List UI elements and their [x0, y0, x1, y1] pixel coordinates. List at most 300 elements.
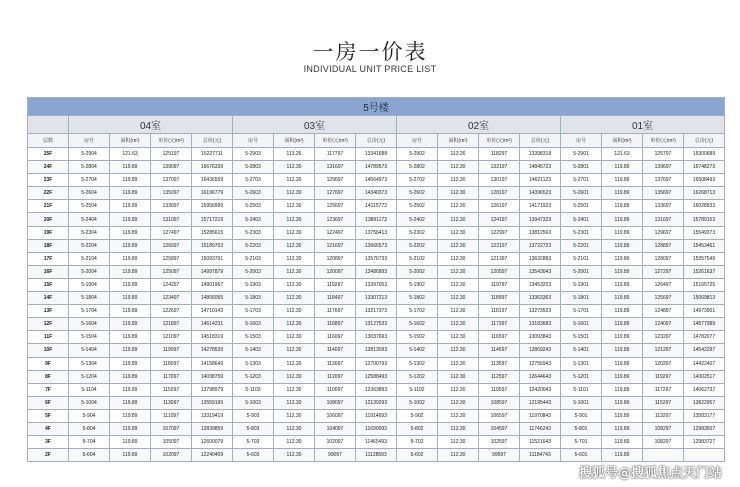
unit-number-cell: 5-2603 — [233, 187, 274, 200]
area-cell: 119.89 — [110, 265, 151, 278]
area-cell: 112.30 — [438, 174, 479, 187]
unit-number-cell: 5-1001 — [561, 396, 602, 409]
total-price-cell: 13453203 — [520, 278, 561, 291]
area-cell: 119.89 — [602, 265, 643, 278]
unit-number-cell: 5-2601 — [561, 187, 602, 200]
total-price-cell: 15717219 — [192, 213, 233, 226]
unit-number-cell: 5-904 — [69, 409, 110, 422]
unit-price-cell: 99097 — [315, 449, 356, 462]
total-price-cell: 14614231 — [192, 318, 233, 331]
unit-number-cell: 5-2702 — [397, 174, 438, 187]
unit-number-cell: 5-2303 — [233, 226, 274, 239]
area-cell: 112.30 — [438, 357, 479, 370]
unit-price-cell: 119297 — [315, 278, 356, 291]
unit-price-cell: 117697 — [315, 305, 356, 318]
unit-number-cell: 5-2602 — [397, 187, 438, 200]
unit-number-cell: 5-1102 — [397, 383, 438, 396]
floor-cell: 6F — [28, 396, 69, 409]
area-cell: 119.89 — [110, 292, 151, 305]
area-cell: 112.30 — [274, 449, 315, 462]
area-cell: 112.30 — [438, 161, 479, 174]
total-price-cell: 13822957 — [684, 396, 725, 409]
unit-number-cell: 5-1203 — [233, 370, 274, 383]
floor-cell: 16F — [28, 265, 69, 278]
unit-number-cell: 5-2004 — [69, 265, 110, 278]
table-row — [28, 148, 725, 161]
unit-price-cell: 120897 — [315, 252, 356, 265]
unit-number-cell: 5-1803 — [233, 292, 274, 305]
area-cell: 119.89 — [602, 213, 643, 226]
unit-price-cell: 118997 — [479, 292, 520, 305]
total-price-cell: 13798979 — [192, 383, 233, 396]
area-cell: 119.89 — [602, 200, 643, 213]
area-cell: 112.30 — [274, 174, 315, 187]
area-cell: 119.89 — [110, 161, 151, 174]
total-price-cell: 13363363 — [520, 292, 561, 305]
unit-number-cell: 5-1202 — [397, 370, 438, 383]
unit-number-cell: 5-1602 — [397, 318, 438, 331]
table-row — [28, 292, 725, 305]
floor-cell: 4F — [28, 422, 69, 435]
unit-number-cell: 5-1902 — [397, 278, 438, 291]
unit-number-cell: 5-1503 — [233, 331, 274, 344]
area-cell: 119.89 — [602, 252, 643, 265]
total-price-cell: 14901967 — [192, 278, 233, 291]
floor-column-header: 层数 — [28, 134, 69, 148]
total-price-cell: 14782077 — [684, 331, 725, 344]
unit-number-cell: 5-2402 — [397, 213, 438, 226]
total-price-cell: 13486893 — [356, 265, 397, 278]
column-header-row — [28, 134, 725, 148]
total-price-cell: 12240409 — [192, 449, 233, 462]
floor-cell: 17F — [28, 252, 69, 265]
col-header-unit: 房号 — [397, 134, 438, 148]
unit-price-cell: 108297 — [643, 422, 684, 435]
unit-price-cell: 122697 — [151, 305, 192, 318]
col-header-area: 面积(m²) — [110, 134, 151, 148]
table-row — [28, 213, 725, 226]
total-price-cell: 11184743 — [520, 449, 561, 462]
total-price-cell: 13891173 — [356, 213, 397, 226]
unit-price-cell: 121297 — [643, 344, 684, 357]
unit-number-cell: 5-2704 — [69, 174, 110, 187]
total-price-cell: 14302517 — [684, 370, 725, 383]
unit-price-cell: 119297 — [643, 370, 684, 383]
col-header-area: 面积(m²) — [438, 134, 479, 148]
total-price-cell — [684, 449, 725, 462]
area-cell: 112.30 — [438, 239, 479, 252]
total-price-cell: 15093791 — [192, 252, 233, 265]
unit-price-cell: 125897 — [151, 252, 192, 265]
total-price-cell: 14973901 — [684, 305, 725, 318]
unit-number-cell: 5-2404 — [69, 213, 110, 226]
unit-price-cell: 130197 — [479, 174, 520, 187]
total-price-cell: 14621123 — [520, 174, 561, 187]
floor-cell: 7F — [28, 383, 69, 396]
area-cell: 112.30 — [438, 396, 479, 409]
unit-price-cell: 124197 — [479, 213, 520, 226]
area-cell: 119.89 — [110, 318, 151, 331]
area-cell: 119.89 — [602, 344, 643, 357]
unit-number-cell: 5-2902 — [397, 148, 438, 161]
unit-price-cell: 112097 — [315, 370, 356, 383]
unit-price-cell: 123497 — [151, 292, 192, 305]
col-header-unit: 房号 — [233, 134, 274, 148]
unit-price-cell: 113297 — [643, 409, 684, 422]
total-price-cell: 15453461 — [684, 239, 725, 252]
total-price-cell: 15069813 — [684, 292, 725, 305]
area-cell: 112.30 — [438, 292, 479, 305]
unit-number-cell: 5-1401 — [561, 344, 602, 357]
total-price-cell: 13576733 — [356, 252, 397, 265]
unit-price-cell: 104597 — [479, 422, 520, 435]
unit-number-cell: 5-2302 — [397, 226, 438, 239]
unit-number-cell: 5-2103 — [233, 252, 274, 265]
total-price-cell: 13093843 — [520, 331, 561, 344]
unit-number-cell: 5-2104 — [69, 252, 110, 265]
unit-price-cell: 106097 — [315, 409, 356, 422]
area-cell: 119.89 — [110, 187, 151, 200]
unit-number-cell: 5-1101 — [561, 383, 602, 396]
floor-cell: 5F — [28, 409, 69, 422]
area-cell: 119.89 — [602, 305, 643, 318]
col-header-unit-price: 单价(元/m²) — [151, 134, 192, 148]
col-header-unit: 房号 — [561, 134, 602, 148]
total-price-cell: 13543043 — [520, 265, 561, 278]
unit-price-cell: 125197 — [151, 148, 192, 161]
unit-number-cell: 5-1903 — [233, 278, 274, 291]
unit-price-cell: 132197 — [479, 161, 520, 174]
total-price-cell: 12588493 — [356, 370, 397, 383]
unit-number-cell: 5-1402 — [397, 344, 438, 357]
unit-number-cell: 5-1303 — [233, 357, 274, 370]
total-price-cell: 12983727 — [684, 436, 725, 449]
total-price-cell: 12644643 — [520, 370, 561, 383]
total-price-cell: 13127533 — [356, 318, 397, 331]
unit-number-cell: 5-2701 — [561, 174, 602, 187]
unit-price-cell: 120297 — [643, 357, 684, 370]
area-cell: 119.89 — [602, 278, 643, 291]
unit-price-cell: 111097 — [151, 409, 192, 422]
floor-cell: 22F — [28, 187, 69, 200]
unit-price-cell: 122197 — [479, 239, 520, 252]
total-price-cell: 13307213 — [356, 292, 397, 305]
area-cell: 119.89 — [110, 370, 151, 383]
unit-price-cell: 124097 — [643, 318, 684, 331]
table-row — [28, 409, 725, 422]
unit-price-cell: 121697 — [315, 239, 356, 252]
unit-number-cell: 5-1904 — [69, 278, 110, 291]
unit-price-cell: 128197 — [479, 187, 520, 200]
floor-cell: 19F — [28, 226, 69, 239]
total-price-cell: 13319419 — [192, 409, 233, 422]
floor-cell: 9F — [28, 357, 69, 370]
page-title: 一房一价表 — [312, 40, 428, 64]
table-row — [28, 278, 725, 291]
unit-number-cell: 5-704 — [69, 436, 110, 449]
unit-price-cell: 113597 — [479, 357, 520, 370]
area-cell: 112.30 — [438, 331, 479, 344]
unit-number-cell: 5-1703 — [233, 305, 274, 318]
floor-cell: 8F — [28, 370, 69, 383]
floor-cell: 20F — [28, 213, 69, 226]
unit-price-cell: 125797 — [643, 148, 684, 161]
unit-number-cell: 5-2203 — [233, 239, 274, 252]
area-cell: 119.89 — [110, 449, 151, 462]
unit-number-cell: 5-803 — [233, 422, 274, 435]
total-price-cell: 12420043 — [520, 383, 561, 396]
area-cell: 119.89 — [602, 396, 643, 409]
unit-price-cell: 119097 — [151, 344, 192, 357]
total-price-cell: 12813093 — [356, 344, 397, 357]
area-cell: 119.89 — [602, 357, 643, 370]
area-cell: 112.30 — [438, 436, 479, 449]
unit-number-cell: 5-2201 — [561, 239, 602, 252]
total-price-cell: 13183683 — [520, 318, 561, 331]
unit-price-cell: 131697 — [315, 161, 356, 174]
table-row — [28, 252, 725, 265]
unit-price-cell: 121897 — [151, 318, 192, 331]
table-row — [28, 161, 725, 174]
floor-cell: 11F — [28, 331, 69, 344]
total-price-cell: 16268713 — [684, 187, 725, 200]
area-cell: 119.89 — [602, 161, 643, 174]
unit-number-cell: 5-2901 — [561, 148, 602, 161]
unit-number-cell: 5-2501 — [561, 200, 602, 213]
area-cell: 119.89 — [110, 357, 151, 370]
unit-number-cell: 5-701 — [561, 436, 602, 449]
col-header-area: 面积(m²) — [602, 134, 643, 148]
col-header-area: 面积(m²) — [274, 134, 315, 148]
area-cell: 119.89 — [110, 344, 151, 357]
unit-price-cell: 135697 — [643, 187, 684, 200]
total-price-cell: 13398318 — [520, 148, 561, 161]
unit-number-cell: 5-1702 — [397, 305, 438, 318]
area-cell: 112.30 — [274, 200, 315, 213]
total-price-cell: 13397053 — [356, 278, 397, 291]
watermark-text: 搜狐号@搜狐焦点天门站 — [578, 466, 722, 481]
table-row — [28, 422, 725, 435]
total-price-cell: 14518319 — [192, 331, 233, 344]
floor-cell: 23F — [28, 174, 69, 187]
unit-price-cell: 137697 — [643, 174, 684, 187]
area-cell: 119.89 — [110, 331, 151, 344]
unit-number-cell: 5-2904 — [69, 148, 110, 161]
area-cell: 121.63 — [602, 148, 643, 161]
area-cell: 112.30 — [274, 265, 315, 278]
area-cell: 119.89 — [602, 239, 643, 252]
area-cell: 112.30 — [438, 383, 479, 396]
unit-price-cell: 112597 — [479, 370, 520, 383]
room-header-03: 03室 — [233, 116, 397, 134]
total-price-cell: 13632883 — [520, 252, 561, 265]
unit-number-cell: 5-2202 — [397, 239, 438, 252]
col-header-total-price: 总价(元) — [356, 134, 397, 148]
unit-price-cell: 108097 — [315, 396, 356, 409]
building-header: 5号楼 — [28, 98, 725, 116]
unit-price-cell: 113097 — [151, 396, 192, 409]
unit-price-cell: 129697 — [643, 226, 684, 239]
table-row — [28, 436, 725, 449]
unit-price-cell: 126497 — [643, 278, 684, 291]
col-header-total-price: 总价(元) — [684, 134, 725, 148]
unit-price-cell: 117397 — [479, 318, 520, 331]
unit-number-cell: 5-1404 — [69, 344, 110, 357]
total-price-cell: 13273523 — [520, 305, 561, 318]
table-row — [28, 187, 725, 200]
unit-price-cell — [643, 449, 684, 462]
unit-number-cell: 5-2204 — [69, 239, 110, 252]
unit-number-cell: 5-2504 — [69, 200, 110, 213]
unit-number-cell: 5-1304 — [69, 357, 110, 370]
unit-number-cell: 5-2101 — [561, 252, 602, 265]
unit-price-cell: 133097 — [151, 200, 192, 213]
unit-number-cell: 5-1603 — [233, 318, 274, 331]
unit-price-cell: 122497 — [315, 226, 356, 239]
unit-number-cell: 5-2003 — [233, 265, 274, 278]
area-cell: 112.30 — [274, 213, 315, 226]
unit-price-cell: 110597 — [479, 383, 520, 396]
area-cell: 119.89 — [602, 436, 643, 449]
total-price-cell: 14877989 — [684, 318, 725, 331]
area-cell: 112.30 — [438, 265, 479, 278]
unit-price-cell: 102597 — [479, 436, 520, 449]
unit-price-cell: 127297 — [643, 265, 684, 278]
unit-price-cell: 116097 — [315, 331, 356, 344]
total-price-cell: 12363893 — [356, 383, 397, 396]
unit-number-cell: 5-1704 — [69, 305, 110, 318]
unit-number-cell: 5-801 — [561, 422, 602, 435]
price-table-body — [28, 148, 725, 462]
total-price-cell: 15227711 — [192, 148, 233, 161]
unit-number-cell: 5-1804 — [69, 292, 110, 305]
total-price-cell: 14340373 — [356, 187, 397, 200]
area-cell: 112.30 — [274, 396, 315, 409]
total-price-cell: 15549373 — [684, 226, 725, 239]
unit-number-cell: 5-702 — [397, 436, 438, 449]
area-cell: 112.30 — [274, 187, 315, 200]
area-cell: 112.30 — [274, 409, 315, 422]
total-price-cell: 13341688 — [356, 148, 397, 161]
unit-price-cell: 107097 — [151, 422, 192, 435]
unit-number-cell: 5-2001 — [561, 265, 602, 278]
unit-price-cell: 123697 — [315, 213, 356, 226]
room-header-04: 04室 — [69, 116, 233, 134]
unit-number-cell: 5-1502 — [397, 331, 438, 344]
area-cell: 112.30 — [274, 278, 315, 291]
total-price-cell: 16676339 — [192, 161, 233, 174]
unit-price-cell: 139697 — [643, 161, 684, 174]
unit-number-cell: 5-901 — [561, 409, 602, 422]
unit-number-cell: 5-1302 — [397, 357, 438, 370]
total-price-cell: 16196779 — [192, 187, 233, 200]
unit-number-cell: 5-804 — [69, 422, 110, 435]
total-price-cell: 14845723 — [520, 161, 561, 174]
table-row — [28, 344, 725, 357]
area-cell: 112.30 — [274, 331, 315, 344]
unit-price-cell: 128897 — [643, 239, 684, 252]
floor-cell: 18F — [28, 239, 69, 252]
total-price-cell: 16028933 — [684, 200, 725, 213]
area-cell: 112.30 — [274, 370, 315, 383]
area-cell: 112.30 — [438, 252, 479, 265]
table-row — [28, 318, 725, 331]
unit-price-cell: 117797 — [315, 148, 356, 161]
unit-price-cell: 139097 — [151, 161, 192, 174]
table-row — [28, 449, 725, 462]
unit-price-cell: 114597 — [479, 344, 520, 357]
area-cell: 112.30 — [274, 436, 315, 449]
total-price-cell: 11521643 — [520, 436, 561, 449]
table-row — [28, 331, 725, 344]
unit-number-cell: 5-2804 — [69, 161, 110, 174]
total-price-cell: 15189703 — [192, 239, 233, 252]
unit-price-cell: 125097 — [151, 265, 192, 278]
unit-number-cell: 5-1002 — [397, 396, 438, 409]
total-price-cell: 12195443 — [520, 396, 561, 409]
area-cell: 119.89 — [110, 436, 151, 449]
unit-number-cell: 5-2502 — [397, 200, 438, 213]
unit-number-cell: 5-1701 — [561, 305, 602, 318]
total-price-cell: 14171923 — [520, 200, 561, 213]
unit-price-cell: 121397 — [479, 252, 520, 265]
unit-price-cell: 102097 — [151, 449, 192, 462]
total-price-cell: 14564973 — [356, 174, 397, 187]
area-cell: 119.89 — [602, 331, 643, 344]
total-price-cell: 14062737 — [684, 383, 725, 396]
unit-price-cell: 117097 — [151, 370, 192, 383]
total-price-cell: 13722723 — [520, 239, 561, 252]
unit-number-cell: 5-1501 — [561, 331, 602, 344]
area-cell: 119.89 — [110, 409, 151, 422]
area-cell: 119.89 — [110, 174, 151, 187]
area-cell: 112.30 — [438, 409, 479, 422]
unit-price-cell: 126197 — [479, 200, 520, 213]
total-price-cell: 15285615 — [192, 226, 233, 239]
unit-number-cell: 5-903 — [233, 409, 274, 422]
unit-price-cell: 121097 — [151, 331, 192, 344]
unit-number-cell: 5-2301 — [561, 226, 602, 239]
total-price-cell: 14422407 — [684, 357, 725, 370]
floor-cell: 25F — [28, 148, 69, 161]
unit-price-cell: 119797 — [479, 278, 520, 291]
area-cell: 112.30 — [438, 213, 479, 226]
floor-cell: 3F — [28, 436, 69, 449]
unit-number-cell: 5-2002 — [397, 265, 438, 278]
area-cell: 119.89 — [110, 396, 151, 409]
floor-cell: 14F — [28, 292, 69, 305]
unit-price-cell: 117297 — [643, 383, 684, 396]
col-header-unit-price: 单价(元/m²) — [643, 134, 684, 148]
table-row — [28, 383, 725, 396]
unit-number-cell: 5-1801 — [561, 292, 602, 305]
area-cell: 112.30 — [438, 449, 479, 462]
floor-cell: 24F — [28, 161, 69, 174]
total-price-cell: 12139293 — [356, 396, 397, 409]
area-cell: 119.89 — [602, 383, 643, 396]
table-row — [28, 305, 725, 318]
area-cell: 119.89 — [110, 305, 151, 318]
unit-number-cell: 5-2102 — [397, 252, 438, 265]
total-price-cell: 13037693 — [356, 331, 397, 344]
table-row — [28, 396, 725, 409]
unit-price-cell: 102097 — [315, 436, 356, 449]
unit-number-cell: 5-703 — [233, 436, 274, 449]
unit-price-cell: 135097 — [151, 187, 192, 200]
area-cell: 112.30 — [438, 344, 479, 357]
unit-price-cell: 118097 — [151, 357, 192, 370]
total-price-cell: 14542297 — [684, 344, 725, 357]
